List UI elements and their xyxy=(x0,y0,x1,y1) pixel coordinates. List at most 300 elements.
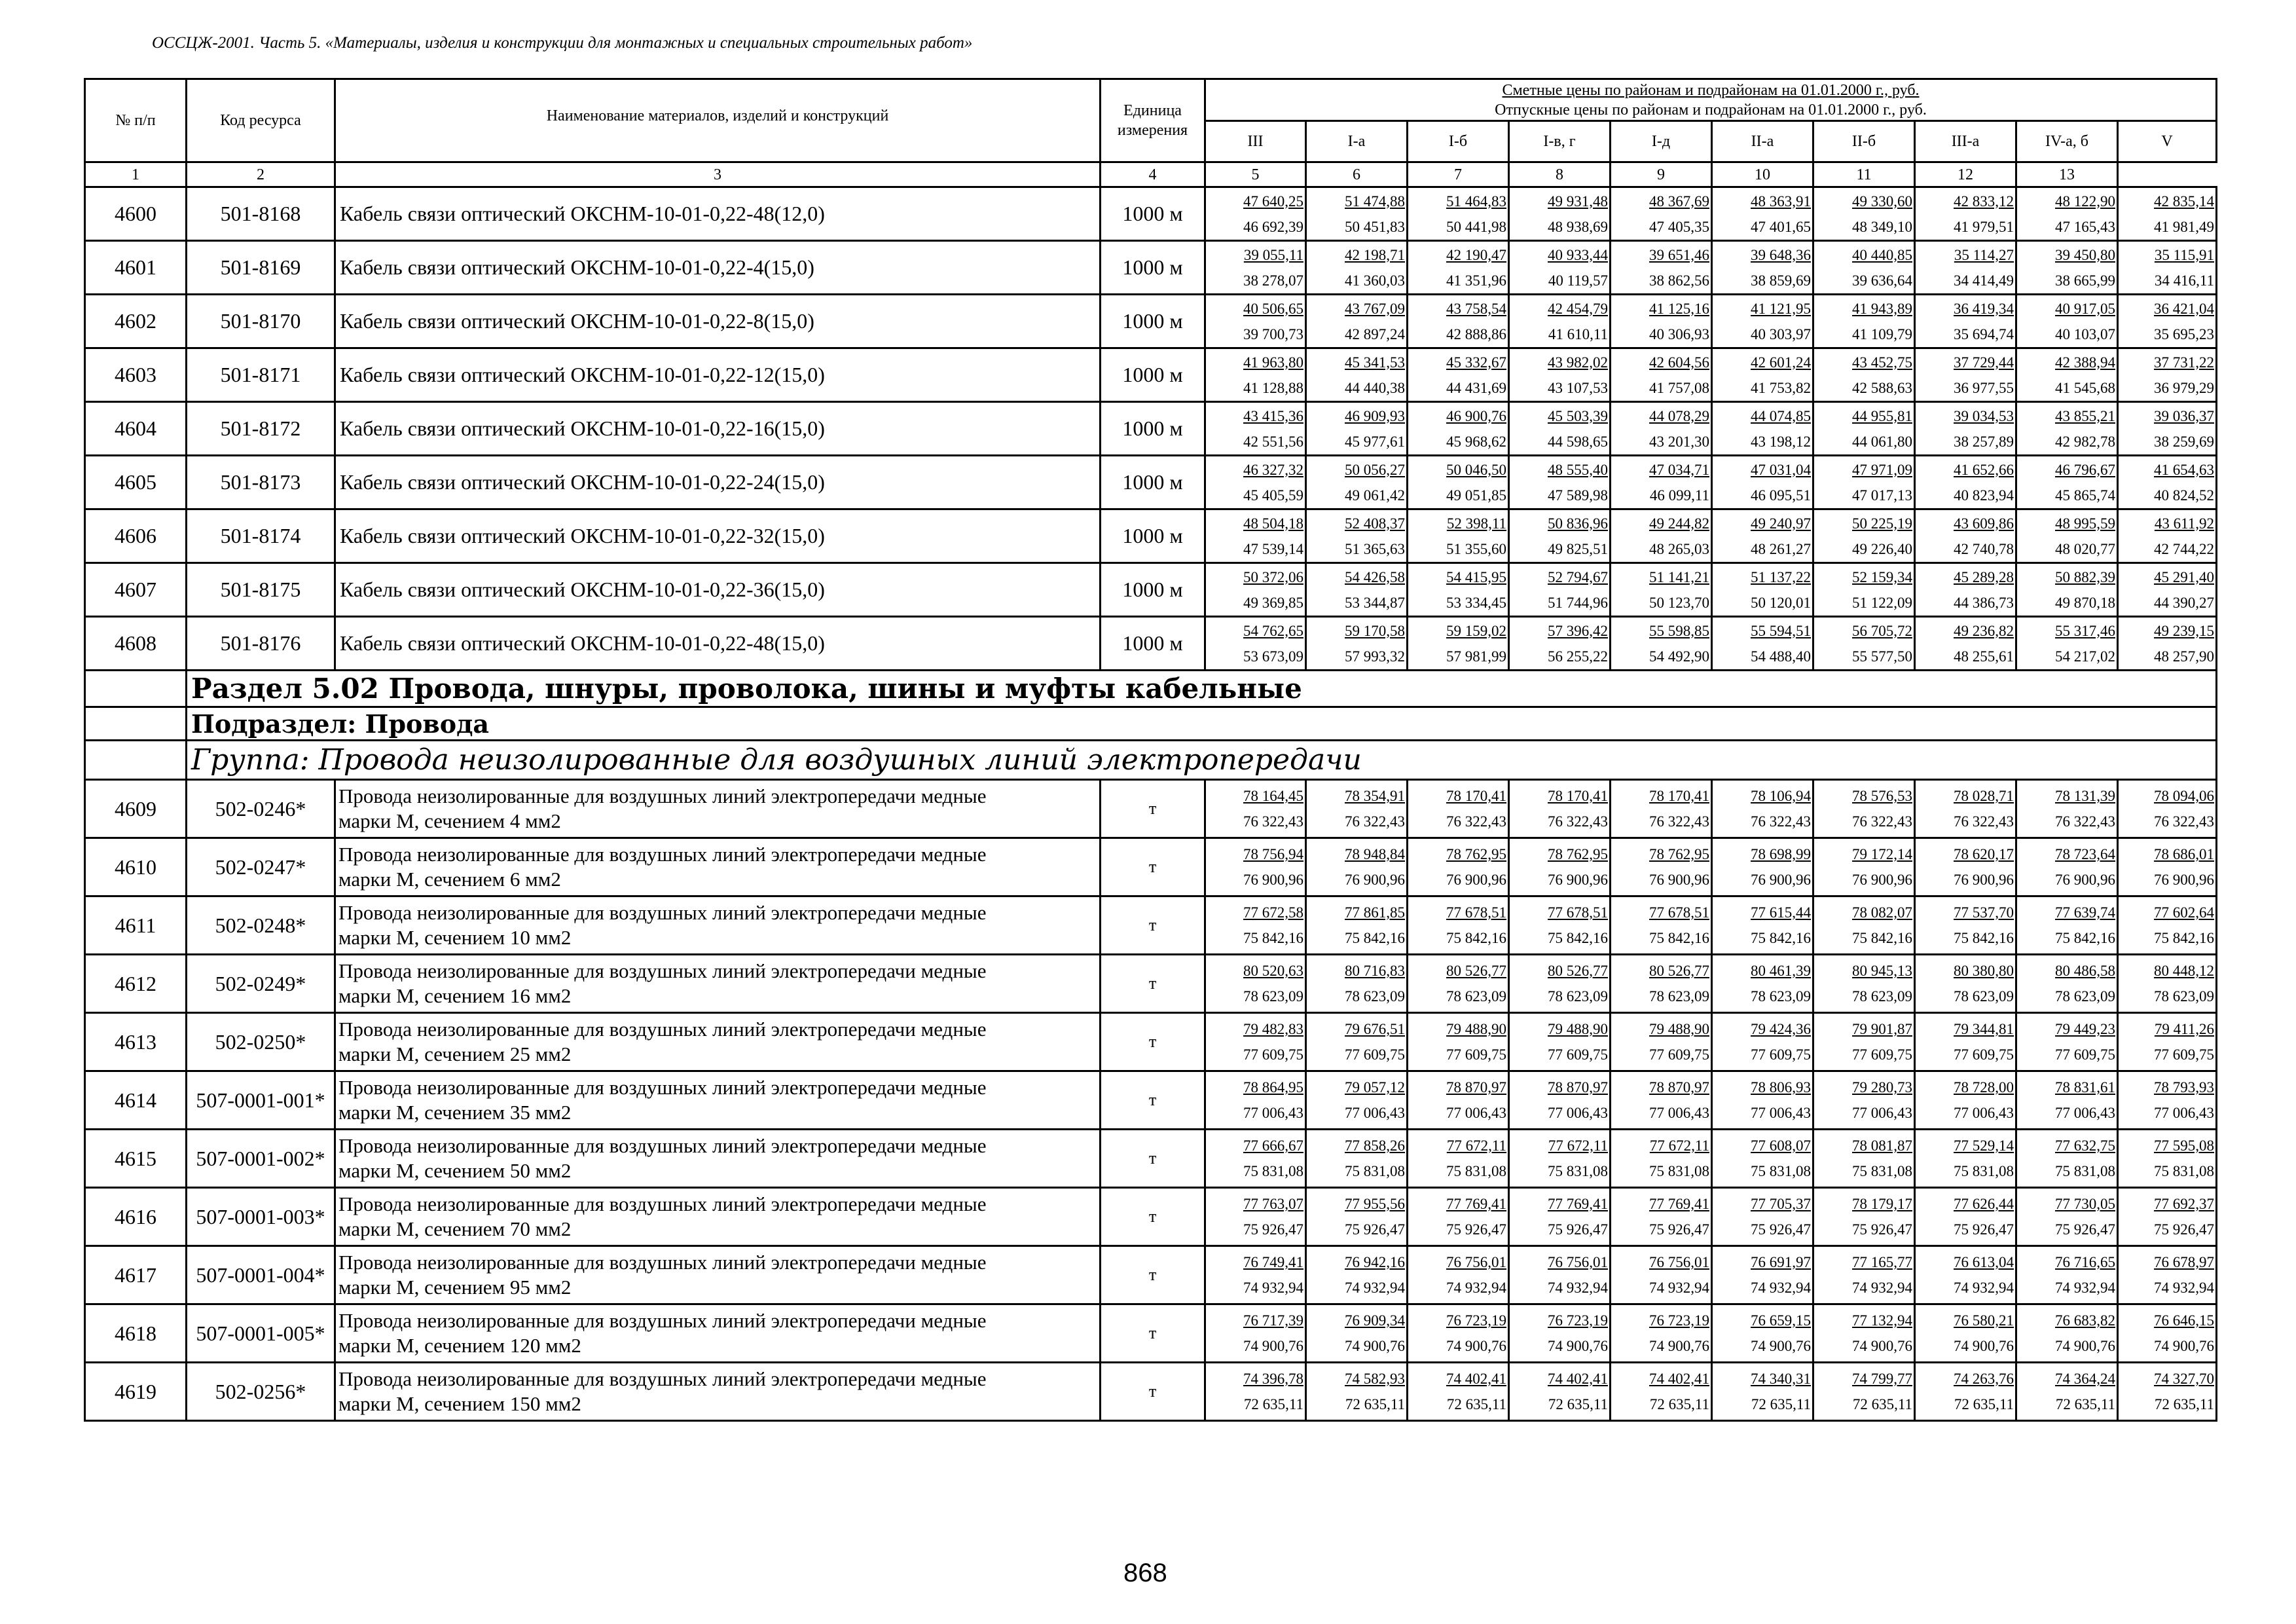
price-cell xyxy=(1915,187,2016,241)
release-price: 77 006,43 xyxy=(1954,1105,2014,1121)
price-cell xyxy=(2016,780,2118,838)
estimate-price: 78 870,97 xyxy=(1649,1079,1709,1096)
col-prices-header xyxy=(1205,79,2217,121)
price-cell xyxy=(2016,402,2118,456)
release-price: 74 932,94 xyxy=(1852,1280,1912,1296)
price-cell xyxy=(2118,780,2217,838)
release-price: 42 897,24 xyxy=(1345,325,1405,342)
price-cell xyxy=(1611,1304,1712,1363)
estimate-price: 77 730,05 xyxy=(2055,1196,2115,1212)
price-cell xyxy=(1306,617,1408,671)
estimate-price: 48 995,59 xyxy=(2055,515,2115,532)
price-cell xyxy=(1509,955,1611,1013)
estimate-price: 52 398,11 xyxy=(1446,515,1506,532)
price-cell xyxy=(2118,241,2217,295)
estimate-price: 42 601,24 xyxy=(1751,354,1811,371)
estimate-price: 40 440,85 xyxy=(1852,246,1912,263)
release-price: 75 926,47 xyxy=(1954,1221,2014,1238)
resource-code: 507-0001-001* xyxy=(187,1071,335,1130)
release-price: 75 842,16 xyxy=(1751,930,1811,946)
release-price: 46 692,39 xyxy=(1243,218,1303,235)
estimate-price: 74 582,93 xyxy=(1345,1371,1405,1387)
material-name xyxy=(335,1304,1101,1363)
release-price: 40 103,07 xyxy=(2055,325,2115,342)
subsection-title-row xyxy=(85,707,2217,741)
release-price: 50 120,01 xyxy=(1751,594,1811,611)
estimate-price: 47 971,09 xyxy=(1852,461,1912,478)
estimate-price: 76 646,15 xyxy=(2154,1312,2215,1329)
estimate-price: 74 402,41 xyxy=(1649,1371,1709,1387)
estimate-price: 54 762,65 xyxy=(1243,622,1303,639)
estimate-price: 48 363,91 xyxy=(1751,193,1811,210)
row-number: 4600 xyxy=(85,187,187,241)
release-price: 74 900,76 xyxy=(2154,1338,2215,1354)
price-cell xyxy=(1306,1363,1408,1421)
price-cell xyxy=(1915,1246,2016,1304)
estimate-price: 76 613,04 xyxy=(1954,1254,2014,1270)
price-cell xyxy=(1611,896,1712,955)
table-row xyxy=(85,348,2217,402)
release-price: 43 198,12 xyxy=(1751,433,1811,450)
release-price: 77 609,75 xyxy=(1548,1046,1608,1063)
release-price: 46 099,11 xyxy=(1649,487,1709,504)
release-price: 45 865,74 xyxy=(2055,487,2115,504)
estimate-price: 42 454,79 xyxy=(1548,300,1608,317)
release-price: 76 900,96 xyxy=(1345,872,1405,888)
estimate-price: 78 762,95 xyxy=(1649,846,1709,862)
release-price: 44 386,73 xyxy=(1954,594,2014,611)
table-row xyxy=(85,1363,2217,1421)
estimate-price: 77 678,51 xyxy=(1446,904,1506,921)
release-price: 51 744,96 xyxy=(1548,594,1608,611)
price-cell xyxy=(1712,348,1813,402)
price-cell xyxy=(1813,838,1915,896)
table-row xyxy=(85,563,2217,617)
estimate-price: 74 327,70 xyxy=(2154,1371,2215,1387)
price-cell xyxy=(2118,1188,2217,1246)
estimate-price: 39 055,11 xyxy=(1243,246,1303,263)
estimate-price: 45 503,39 xyxy=(1548,407,1608,424)
col-unit-header: Единица измерения xyxy=(1101,79,1205,162)
row-number: 4611 xyxy=(85,896,187,955)
estimate-price: 78 806,93 xyxy=(1751,1079,1811,1096)
price-cell xyxy=(2118,509,2217,563)
release-price: 34 414,49 xyxy=(1954,272,2014,289)
price-cell xyxy=(1813,1246,1915,1304)
price-cell xyxy=(1205,1071,1306,1130)
price-cell xyxy=(2016,955,2118,1013)
release-price: 72 635,11 xyxy=(1852,1396,1912,1412)
estimate-price: 39 651,46 xyxy=(1649,246,1709,263)
estimate-price: 77 602,64 xyxy=(2154,904,2215,921)
price-cell xyxy=(1408,348,1509,402)
release-price: 44 061,80 xyxy=(1852,433,1912,450)
estimate-price: 77 632,75 xyxy=(2055,1137,2115,1154)
release-price: 76 900,96 xyxy=(2055,872,2115,888)
unit: т xyxy=(1101,1071,1205,1130)
release-price: 72 635,11 xyxy=(1446,1396,1506,1412)
price-cell xyxy=(1813,896,1915,955)
price-cell xyxy=(1509,1304,1611,1363)
price-cell xyxy=(1712,1304,1813,1363)
column-index: 10 xyxy=(1712,162,1813,187)
estimate-price: 78 831,61 xyxy=(2055,1079,2115,1096)
estimate-price: 40 506,65 xyxy=(1243,300,1303,317)
price-cell xyxy=(1611,1130,1712,1188)
estimate-price: 76 756,01 xyxy=(1649,1254,1709,1270)
release-price: 41 981,49 xyxy=(2154,218,2215,235)
row-number: 4610 xyxy=(85,838,187,896)
release-price: 75 831,08 xyxy=(2055,1163,2115,1179)
material-name-line: Провода неизолированные для воздушных линий электропередачи медные xyxy=(338,843,987,866)
price-cell xyxy=(1205,563,1306,617)
price-cell xyxy=(1813,780,1915,838)
price-cell xyxy=(1306,187,1408,241)
estimate-price: 77 672,11 xyxy=(1446,1137,1506,1154)
price-cell xyxy=(1915,563,2016,617)
release-price: 77 609,75 xyxy=(1345,1046,1405,1063)
price-cell xyxy=(1712,1013,1813,1071)
prices-release-label: Отпускные цены по районам и подрайонам на 01.01.2000 г., руб. xyxy=(1495,101,1927,119)
estimate-price: 42 198,71 xyxy=(1345,246,1405,263)
estimate-price: 39 648,36 xyxy=(1751,246,1811,263)
release-price: 38 278,07 xyxy=(1243,272,1303,289)
unit: 1000 м xyxy=(1101,402,1205,456)
release-price: 75 842,16 xyxy=(2154,930,2215,946)
region-header: II-б xyxy=(1813,121,1915,162)
estimate-price: 37 729,44 xyxy=(1954,354,2014,371)
price-cell xyxy=(2118,1363,2217,1421)
price-cell xyxy=(1408,896,1509,955)
row-number: 4612 xyxy=(85,955,187,1013)
document-header: ОССЦЖ-2001. Часть 5. «Материалы, изделия и конструкции для монтажных и специальных строительных работ» xyxy=(152,34,973,52)
price-cell xyxy=(2016,838,2118,896)
table-row xyxy=(85,1304,2217,1363)
estimate-price: 80 448,12 xyxy=(2154,963,2215,979)
price-cell xyxy=(1408,241,1509,295)
estimate-price: 80 526,77 xyxy=(1446,963,1506,979)
material-name-line: марки М, сечением 70 мм2 xyxy=(338,1217,572,1240)
price-cell xyxy=(1813,617,1915,671)
price-cell xyxy=(2016,1130,2118,1188)
estimate-price: 77 678,51 xyxy=(1649,904,1709,921)
price-cell xyxy=(2016,241,2118,295)
release-price: 75 842,16 xyxy=(1446,930,1506,946)
estimate-price: 55 317,46 xyxy=(2055,622,2115,639)
estimate-price: 80 486,58 xyxy=(2055,963,2115,979)
price-cell xyxy=(1611,780,1712,838)
material-name-line: марки М, сечением 150 мм2 xyxy=(338,1392,581,1415)
estimate-price: 36 421,04 xyxy=(2154,300,2215,317)
material-name-line: марки М, сечением 16 мм2 xyxy=(338,984,572,1007)
estimate-price: 80 945,13 xyxy=(1852,963,1912,979)
price-cell xyxy=(2118,1013,2217,1071)
estimate-price: 46 327,32 xyxy=(1243,461,1303,478)
estimate-price: 76 942,16 xyxy=(1345,1254,1405,1270)
estimate-price: 79 488,90 xyxy=(1548,1021,1608,1037)
col-code-header: Код ресурса xyxy=(187,79,335,162)
estimate-price: 52 159,34 xyxy=(1852,568,1912,585)
release-price: 43 201,30 xyxy=(1649,433,1709,450)
estimate-price: 78 756,94 xyxy=(1243,846,1303,862)
estimate-price: 77 608,07 xyxy=(1751,1137,1811,1154)
price-cell xyxy=(2118,1071,2217,1130)
estimate-price: 77 692,37 xyxy=(2154,1196,2215,1212)
estimate-price: 79 488,90 xyxy=(1446,1021,1506,1037)
price-cell xyxy=(1813,509,1915,563)
estimate-price: 79 901,87 xyxy=(1852,1021,1912,1037)
estimate-price: 55 594,51 xyxy=(1751,622,1811,639)
table-row xyxy=(85,1246,2217,1304)
release-price: 49 051,85 xyxy=(1446,487,1506,504)
release-price: 76 322,43 xyxy=(1345,813,1405,830)
estimate-price: 79 344,81 xyxy=(1954,1021,2014,1037)
release-price: 78 623,09 xyxy=(1548,988,1608,1005)
unit: 1000 м xyxy=(1101,241,1205,295)
release-price: 53 344,87 xyxy=(1345,594,1405,611)
estimate-price: 78 686,01 xyxy=(2154,846,2215,862)
estimate-price: 44 074,85 xyxy=(1751,407,1811,424)
release-price: 41 109,79 xyxy=(1852,325,1912,342)
material-name-line: марки М, сечением 4 мм2 xyxy=(338,809,561,832)
estimate-price: 45 291,40 xyxy=(2154,568,2215,585)
release-price: 38 862,56 xyxy=(1649,272,1709,289)
header-row-index xyxy=(85,162,2217,187)
estimate-price: 41 125,16 xyxy=(1649,300,1709,317)
release-price: 76 322,43 xyxy=(2055,813,2115,830)
price-cell xyxy=(1408,402,1509,456)
estimate-price: 46 796,67 xyxy=(2055,461,2115,478)
resource-code: 501-8169 xyxy=(187,241,335,295)
estimate-price: 78 082,07 xyxy=(1852,904,1912,921)
estimate-price: 78 723,64 xyxy=(2055,846,2115,862)
price-cell xyxy=(1712,402,1813,456)
price-cell xyxy=(2118,1130,2217,1188)
release-price: 42 551,56 xyxy=(1243,433,1303,450)
estimate-price: 77 595,08 xyxy=(2154,1137,2215,1154)
release-price: 75 842,16 xyxy=(1649,930,1709,946)
release-price: 40 119,57 xyxy=(1548,272,1608,289)
group-title: Группа: Провода неизолированные для воздушных линий электропередачи xyxy=(187,741,2217,780)
price-cell xyxy=(1205,509,1306,563)
estimate-price: 43 982,02 xyxy=(1548,354,1608,371)
estimate-price: 74 263,76 xyxy=(1954,1371,2014,1387)
price-cell xyxy=(1813,955,1915,1013)
release-price: 44 598,65 xyxy=(1548,433,1608,450)
unit: т xyxy=(1101,955,1205,1013)
release-price: 75 926,47 xyxy=(2154,1221,2215,1238)
release-price: 78 623,09 xyxy=(1954,988,2014,1005)
release-price: 54 492,90 xyxy=(1649,648,1709,665)
table-row xyxy=(85,456,2217,509)
price-cell xyxy=(1509,509,1611,563)
estimate-price: 79 172,14 xyxy=(1852,846,1912,862)
price-cell xyxy=(1509,780,1611,838)
material-name xyxy=(335,1246,1101,1304)
release-price: 43 107,53 xyxy=(1548,379,1608,396)
price-cell xyxy=(1813,1013,1915,1071)
material-name-line: марки М, сечением 25 мм2 xyxy=(338,1043,572,1065)
material-name-line: Провода неизолированные для воздушных линий электропередачи медные xyxy=(338,959,987,982)
estimate-price: 74 396,78 xyxy=(1243,1371,1303,1387)
price-cell xyxy=(1611,1363,1712,1421)
release-price: 75 831,08 xyxy=(1548,1163,1608,1179)
price-cell xyxy=(1509,563,1611,617)
estimate-price: 80 380,80 xyxy=(1954,963,2014,979)
release-price: 40 823,94 xyxy=(1954,487,2014,504)
release-price: 49 369,85 xyxy=(1243,594,1303,611)
release-price: 74 900,76 xyxy=(1345,1338,1405,1354)
unit: т xyxy=(1101,1188,1205,1246)
price-cell xyxy=(1306,348,1408,402)
release-price: 41 979,51 xyxy=(1954,218,2014,235)
table-row xyxy=(85,1130,2217,1188)
group-title-row xyxy=(85,741,2217,780)
material-name xyxy=(335,1071,1101,1130)
estimate-price: 78 170,41 xyxy=(1446,788,1506,804)
price-cell xyxy=(1306,1188,1408,1246)
material-name xyxy=(335,955,1101,1013)
release-price: 75 842,16 xyxy=(2055,930,2115,946)
estimate-price: 50 882,39 xyxy=(2055,568,2115,585)
column-index: 12 xyxy=(1915,162,2016,187)
price-cell xyxy=(1915,1130,2016,1188)
release-price: 76 900,96 xyxy=(1852,872,1912,888)
unit: т xyxy=(1101,780,1205,838)
release-price: 41 128,88 xyxy=(1243,379,1303,396)
unit: 1000 м xyxy=(1101,563,1205,617)
resource-code: 501-8168 xyxy=(187,187,335,241)
price-cell xyxy=(1712,896,1813,955)
estimate-price: 47 640,25 xyxy=(1243,193,1303,210)
price-cell xyxy=(1408,1071,1509,1130)
estimate-price: 77 955,56 xyxy=(1345,1196,1405,1212)
estimate-price: 45 289,28 xyxy=(1954,568,2014,585)
material-name-line: марки М, сечением 35 мм2 xyxy=(338,1101,572,1124)
release-price: 49 061,42 xyxy=(1345,487,1405,504)
release-price: 76 322,43 xyxy=(1446,813,1506,830)
section-title: Раздел 5.02 Провода, шнуры, проволока, шины и муфты кабельные xyxy=(187,671,2217,707)
price-cell xyxy=(1813,456,1915,509)
release-price: 74 900,76 xyxy=(1446,1338,1506,1354)
price-cell xyxy=(1813,1130,1915,1188)
table-row xyxy=(85,295,2217,348)
release-price: 57 981,99 xyxy=(1446,648,1506,665)
price-cell xyxy=(1306,1071,1408,1130)
release-price: 74 900,76 xyxy=(1852,1338,1912,1354)
material-name: Кабель связи оптический ОКСНМ-10-01-0,22-36(15,0) xyxy=(335,563,1101,617)
material-name-line: Провода неизолированные для воздушных линий электропередачи медные xyxy=(338,1192,987,1215)
release-price: 42 888,86 xyxy=(1446,325,1506,342)
unit: 1000 м xyxy=(1101,456,1205,509)
resource-code: 501-8173 xyxy=(187,456,335,509)
price-cell xyxy=(1915,402,2016,456)
estimate-price: 78 028,71 xyxy=(1954,788,2014,804)
estimate-price: 56 705,72 xyxy=(1852,622,1912,639)
price-cell xyxy=(1813,187,1915,241)
estimate-price: 35 114,27 xyxy=(1954,246,2014,263)
estimate-price: 80 716,83 xyxy=(1345,963,1405,979)
release-price: 47 401,65 xyxy=(1751,218,1811,235)
estimate-price: 50 046,50 xyxy=(1446,461,1506,478)
resource-code: 502-0250* xyxy=(187,1013,335,1071)
release-price: 51 122,09 xyxy=(1852,594,1912,611)
table-row xyxy=(85,955,2217,1013)
release-price: 40 306,93 xyxy=(1649,325,1709,342)
release-price: 72 635,11 xyxy=(1548,1396,1608,1412)
release-price: 41 545,68 xyxy=(2055,379,2115,396)
estimate-price: 40 933,44 xyxy=(1548,246,1608,263)
material-name-line: марки М, сечением 120 мм2 xyxy=(338,1334,581,1357)
price-cell xyxy=(1205,955,1306,1013)
empty-cell xyxy=(85,707,187,741)
release-price: 74 932,94 xyxy=(1548,1280,1608,1296)
price-cell xyxy=(1915,509,2016,563)
price-cell xyxy=(1813,1363,1915,1421)
release-price: 74 900,76 xyxy=(1548,1338,1608,1354)
release-price: 47 539,14 xyxy=(1243,540,1303,557)
price-cell xyxy=(1712,955,1813,1013)
price-cell xyxy=(1611,402,1712,456)
price-cell xyxy=(1205,402,1306,456)
row-number: 4614 xyxy=(85,1071,187,1130)
release-price: 76 322,43 xyxy=(2154,813,2215,830)
estimate-price: 76 683,82 xyxy=(2055,1312,2115,1329)
price-cell xyxy=(1712,295,1813,348)
price-cell xyxy=(1408,838,1509,896)
material-name xyxy=(335,1188,1101,1246)
price-cell xyxy=(1712,1188,1813,1246)
estimate-price: 78 106,94 xyxy=(1751,788,1811,804)
price-cell xyxy=(1306,838,1408,896)
region-header: I-в, г xyxy=(1509,121,1611,162)
release-price: 55 577,50 xyxy=(1852,648,1912,665)
release-price: 77 006,43 xyxy=(2154,1105,2215,1121)
release-price: 53 334,45 xyxy=(1446,594,1506,611)
price-cell xyxy=(1306,1246,1408,1304)
price-cell xyxy=(1306,1304,1408,1363)
resource-code: 501-8172 xyxy=(187,402,335,456)
region-header: IV-а, б xyxy=(2016,121,2118,162)
release-price: 74 932,94 xyxy=(1446,1280,1506,1296)
price-cell xyxy=(1408,563,1509,617)
release-price: 77 006,43 xyxy=(1345,1105,1405,1121)
unit: т xyxy=(1101,1130,1205,1188)
estimate-price: 76 580,21 xyxy=(1954,1312,2014,1329)
estimate-price: 47 031,04 xyxy=(1751,461,1811,478)
release-price: 76 322,43 xyxy=(1751,813,1811,830)
release-price: 46 095,51 xyxy=(1751,487,1811,504)
price-cell xyxy=(2016,456,2118,509)
estimate-price: 76 717,39 xyxy=(1243,1312,1303,1329)
page-number: 868 xyxy=(1123,1559,1167,1587)
price-cell xyxy=(2016,896,2118,955)
estimate-price: 78 179,17 xyxy=(1852,1196,1912,1212)
estimate-price: 41 943,89 xyxy=(1852,300,1912,317)
price-cell xyxy=(1509,295,1611,348)
table-row xyxy=(85,780,2217,838)
estimate-price: 51 141,21 xyxy=(1649,568,1709,585)
release-price: 38 259,69 xyxy=(2154,433,2215,450)
estimate-price: 59 170,58 xyxy=(1345,622,1405,639)
price-cell xyxy=(1306,509,1408,563)
estimate-price: 78 728,00 xyxy=(1954,1079,2014,1096)
estimate-price: 42 835,14 xyxy=(2154,193,2215,210)
material-name xyxy=(335,780,1101,838)
release-price: 77 609,75 xyxy=(1243,1046,1303,1063)
price-cell xyxy=(1408,955,1509,1013)
estimate-price: 54 415,95 xyxy=(1446,568,1506,585)
